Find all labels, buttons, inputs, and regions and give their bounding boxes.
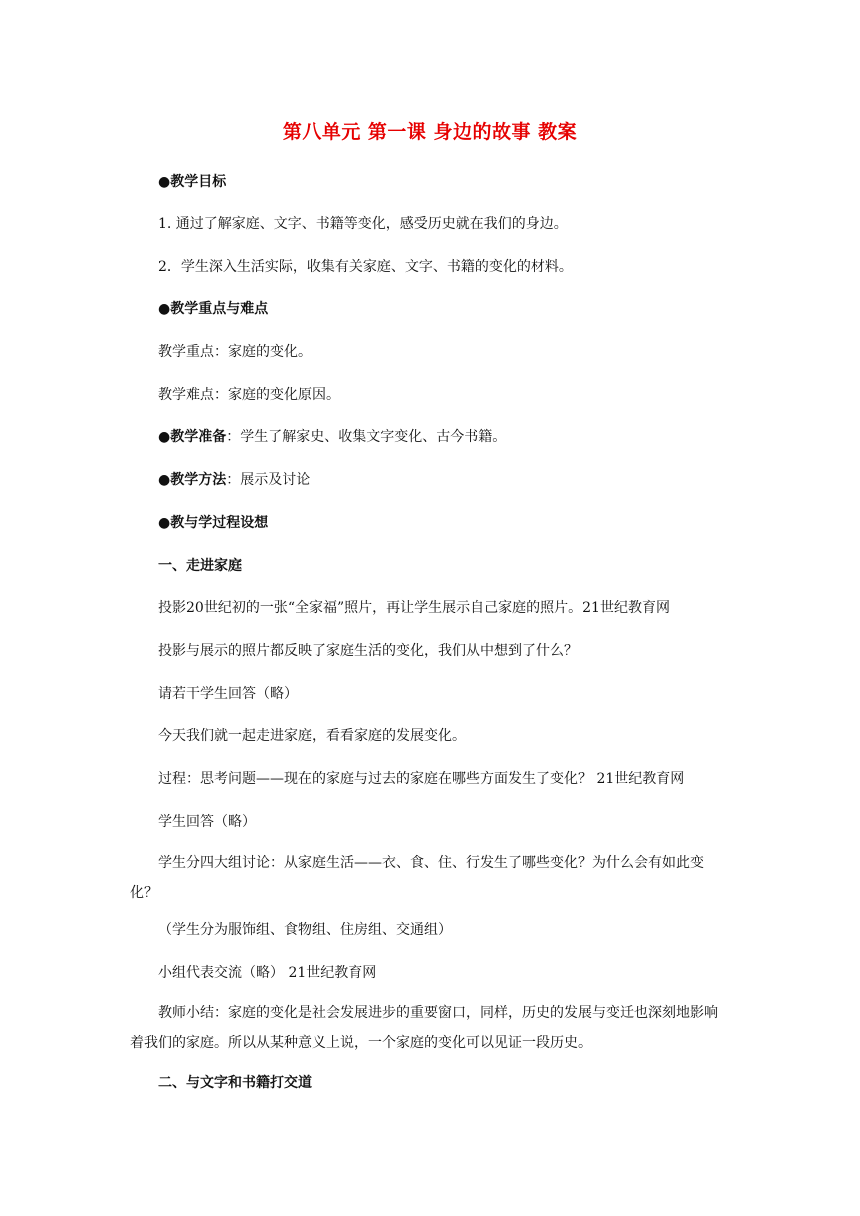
section1-paragraph: 过程：思考问题——现在的家庭与过去的家庭在哪些方面发生了变化？ 21世纪教育网 — [158, 771, 685, 787]
process-heading: ●教与学过程设想 — [158, 515, 269, 531]
preparation-text: ：学生了解家史、收集文字变化、古今书籍。 — [226, 429, 507, 445]
goal-item-1: 1. 通过了解家庭、文字、书籍等变化，感受历史就在我们的身边。 — [158, 216, 568, 232]
section1-paragraph: 教师小结：家庭的变化是社会发展进步的重要窗口，同样，历史的发展与变迁也深刻地影响着我们的家庭。所以从某种意义上说，一个家庭的变化可以见证一段历史。 — [130, 1005, 718, 1051]
goal-item-2: 2．学生深入生活实际，收集有关家庭、文字、书籍的变化的材料。 — [158, 259, 573, 275]
section1-paragraph: 小组代表交流（略） 21世纪教育网 — [158, 965, 377, 981]
preparation-label: ●教学准备 — [158, 429, 227, 445]
page-title: 第八单元 第一课 身边的故事 教案 — [282, 121, 578, 143]
section1-paragraph: （学生分为服饰组、食物组、住房组、交通组） — [158, 922, 452, 938]
section2-heading: 二、与文字和书籍打交道 — [158, 1075, 312, 1091]
section1-paragraph: 今天我们就一起走进家庭，看看家庭的发展变化。 — [158, 728, 466, 744]
section1-paragraph: 请若干学生回答（略） — [158, 686, 298, 702]
section1-paragraph: 学生回答（略） — [158, 814, 256, 830]
section1-heading: 一、走进家庭 — [158, 558, 242, 574]
section1-paragraph: 投影20世纪初的一张“全家福”照片，再让学生展示自己家庭的照片。21世纪教育网 — [158, 600, 670, 616]
key-points-heading: ●教学重点与难点 — [158, 301, 269, 317]
preparation-line — [158, 427, 506, 447]
method-label: ●教学方法 — [158, 472, 227, 488]
method-text: ：展示及讨论 — [226, 472, 311, 488]
key-point-difficulty: 教学难点：家庭的变化原因。 — [158, 387, 340, 403]
key-point-focus: 教学重点：家庭的变化。 — [158, 344, 312, 360]
goals-heading: ●教学目标 — [158, 174, 227, 190]
section1-paragraph: 学生分四大组讨论：从家庭生活——衣、食、住、行发生了哪些变化？为什么会有如此变化？ — [130, 855, 704, 901]
section1-paragraph: 投影与展示的照片都反映了家庭生活的变化，我们从中想到了什么？ — [158, 643, 578, 659]
method-line — [158, 470, 310, 490]
